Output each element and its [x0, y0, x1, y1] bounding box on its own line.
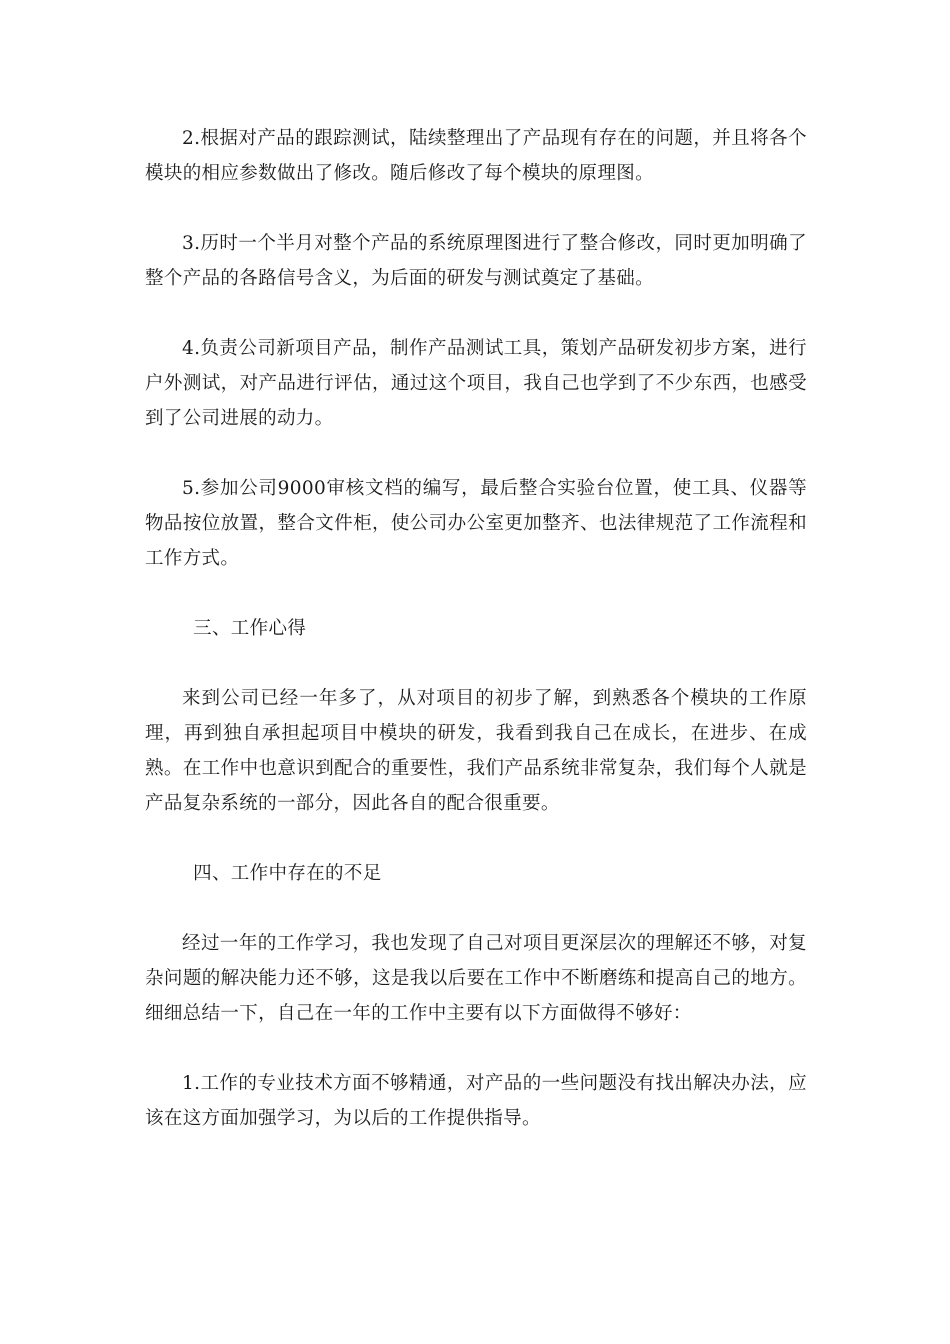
paragraph-shortcoming-1: 1.工作的专业技术方面不够精通，对产品的一些问题没有找出解决办法，应该在这方面加强学习，为以后的工作提供指导。 — [145, 1073, 807, 1129]
paragraph-item-3: 3.历时一个半月对整个产品的系统原理图进行了整合修改，同时更加明确了整个产品的各路信号含义，为后面的研发与测试奠定了基础。 — [145, 233, 807, 289]
section-heading-shortcomings: 四、工作中存在的不足 — [193, 863, 382, 884]
document-body — [145, 121, 807, 1171]
paragraph-item-2: 2.根据对产品的跟踪测试，陆续整理出了产品现有存在的问题，并且将各个模块的相应参数做出了修改。随后修改了每个模块的原理图。 — [145, 128, 807, 184]
paragraph-work-insights: 来到公司已经一年多了，从对项目的初步了解，到熟悉各个模块的工作原理，再到独自承担起项目中模块的研发，我看到我自己在成长，在进步、在成熟。在工作中也意识到配合的重要性，我们产品系统非常复杂，我们每个人就是产品复杂系统的一部分，因此各自的配合很重要。 — [145, 688, 807, 814]
paragraph-item-4: 4.负责公司新项目产品，制作产品测试工具，策划产品研发初步方案，进行户外测试，对产品进行评估，通过这个项目，我自己也学到了不少东西，也感受到了公司进展的动力。 — [145, 338, 807, 429]
section-heading-work-insights: 三、工作心得 — [193, 618, 307, 639]
paragraph-item-5: 5.参加公司9000审核文档的编写，最后整合实验台位置，使工具、仪器等物品按位放置，整合文件柜，使公司办公室更加整齐、也法律规范了工作流程和工作方式。 — [145, 478, 807, 569]
paragraph-shortcomings-intro: 经过一年的工作学习，我也发现了自己对项目更深层次的理解还不够，对复杂问题的解决能力还不够，这是我以后要在工作中不断磨练和提高自己的地方。细细总结一下，自己在一年的工作中主要有以下方面做得不够好： — [145, 933, 807, 1024]
